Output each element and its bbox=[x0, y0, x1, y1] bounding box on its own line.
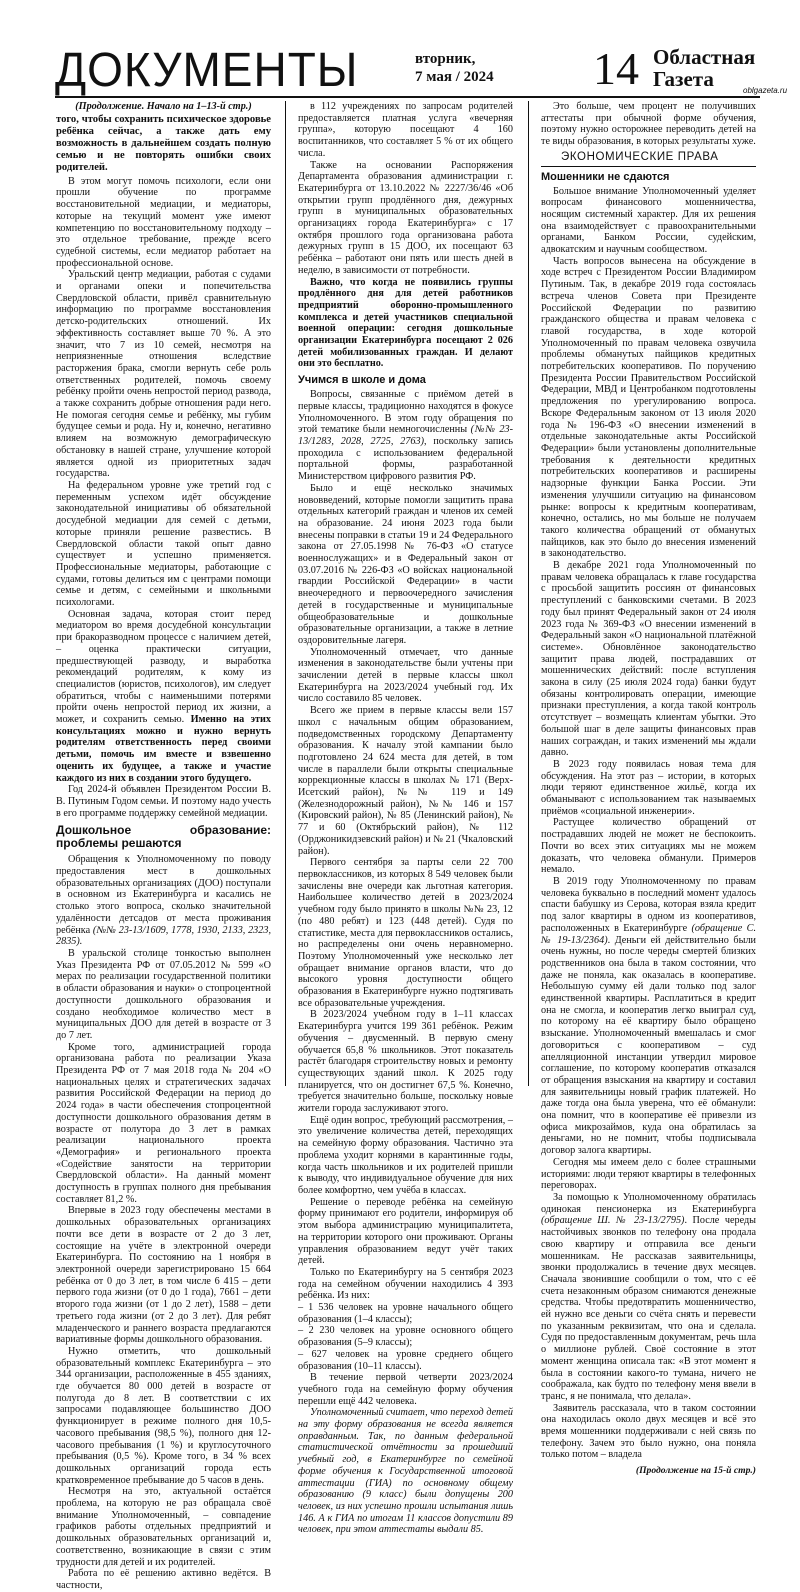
paragraph: Год 2024-й объявлен Президентом России В. В. Путиным Годом семьи. И поэтому надо учесть в его программе поддержку семейной медиации. bbox=[56, 784, 271, 819]
appeal-numbers: (№№ 23-13/1609, 1778, 1930, 2133, 2323, 2835). bbox=[56, 924, 272, 948]
subheading-fraud: Мошенники не сдаются bbox=[541, 170, 670, 183]
text-run: В 2019 году Уполномоченному по правам человека буквально в последний момент удалось спасти бабушку из Серова, которая взяла кредит под залог квартиры в одном из кооперативов, расположенных в Екатеринбурге bbox=[541, 876, 756, 934]
paragraph: Всего же прием в первые классы вели 157 школ с начальным общим образованием, подведомственных городскому Департаменту образования. К началу этой кампании было подготовлено 24 624 места для детей, в том числе в параллели были открыты специальные коррекционные классы в школах № 171 (Верх-Исетский район), №№ 119 и 149 (Железнодорожный район), №№ 146 и 157 (Кировский район), № 85 (Ленинский район), № 77 и 60 (Октябрьский район), № 112 (Орджоникидзевский район) и № 21 (Чкаловский район). bbox=[298, 705, 513, 857]
paragraph: В декабре 2021 года Уполномоченный по правам человека обращалась к главе государства с просьбой защитить россиян от финансовых преступлений с банковскими счетами. В 2023 году был принят Федеральный закон от 24 июля 2023 года № 369-ФЗ «О внесении изменений в Федеральный закон «О национальной платёжной системе». Обновлённое законодательство защитит права людей, пострадавших от мошеннических действий: после вступления закона в силу (25 июля 2024 года) банки будут обязаны контролировать операции, имеющие признаки преступления, а когда такой контроль отсутствует – возмещать клиентам убытки. Это большой шаг в деле защиты финансовых прав наших сограждан, и таких изменений мы ждали давно. bbox=[541, 560, 756, 759]
text-run: Вопросы, связанные с приёмом детей в первые классы, традиционно находятся в фокусе Уполномоченного. В этом году обращения по этой тематике были немногочисленны bbox=[298, 389, 513, 436]
paragraph: Заявитель рассказала, что в таком состоянии она находилась около двух месяцев и всё это время мошенники поддерживали с ней связь по телефону. Зачем это было нужно, она поняла только потом – владела bbox=[541, 1402, 756, 1461]
appeal-numbers: (№№ 23-13/1283, 2028, 2725, 2763) bbox=[298, 424, 513, 447]
text-run: , поскольку запись проходила с использованием федеральной портальной формы, разработанной Министерством цифрового развития РФ. bbox=[298, 435, 513, 483]
paragraph: В уральской столице тонкостью выполнен Указ Президента РФ от 07.05.2012 № 599 «О мерах по реализации государственной политики в области образования и науки» о стопроцентной доступности дошкольного образования и создано необходимое количество мест в муниципальных ДОО для детей в возрасте от 3 до 7 лет. bbox=[56, 948, 271, 1041]
paragraph: Несмотря на это, актуальной остаётся проблема, на которую не раз обращала своё внимание Уполномоченный, – совпадение графиков работы отдельных предприятий и дошкольных образовательных организаций и, соответственно, возникающие в связи с этим трудности для детей и их родителей. bbox=[56, 1486, 271, 1568]
text-run: За помощью к Уполномоченному обратилась одинокая пенсионерка из Екатеринбурга bbox=[541, 1191, 756, 1215]
paragraph: В 2023 году появилась новая тема для обсуждения. На этот раз – истории, в которых люди теряют единственное жильё, когда их обманывают с использованием так называемых приёмов «социальной инженерии». bbox=[541, 758, 756, 817]
text-run: Обращения к Уполномоченному по поводу предоставления мест в дошкольных образовательных организациях (ДОО) поступали в основном из Екатеринбурга и касались не столько этого вопроса, сколько значительной удалённости детсадов от места проживания ребёнка bbox=[56, 854, 271, 936]
paragraph: Растущее количество обращений от пострадавших людей не может не беспокоить. Почти во всех этих ситуациях мы не можем доказать, что человека обманули. Примеров немало. bbox=[541, 817, 756, 876]
rubric-economic-rights: ЭКОНОМИЧЕСКИЕ ПРАВА bbox=[541, 150, 756, 167]
newspaper-logo bbox=[653, 46, 755, 90]
masthead bbox=[55, 40, 788, 98]
text-run: Основная задача, которая стоит перед медиатором во время досудебной консультации при бракоразводном процессе с наличием детей, – оценка практически ситуации, предшествующей разводу, и выработка рекомендаций родителям, к кому из специалистов (юристов, психологов), им следует обратиться, чтобы с наименьшими потерями пройти очень непростой период их жизни, а может, и сохранить семью. bbox=[56, 608, 271, 726]
paragraph: На федеральном уровне уже третий год с переменным успехом идёт обсуждение законодательной инициативы об обязательной досудебной медиации для семей с детьми, которые приняли решение развестись. В Свердловской области такой опыт давно существует и успешно применяется. Профессиональные медиаторы, работающие с судами, готовы делиться им с центрами помощи семье и детям, с семейными и школьными психологами. bbox=[56, 479, 271, 609]
appeal-numbers: (обращение С. № 19-13/2364) bbox=[541, 922, 756, 946]
masthead-rule bbox=[55, 96, 760, 98]
logo-line-1: Областная bbox=[653, 45, 756, 69]
paragraph: Кроме того, администрацией города организована работа по реализации Указа Президента РФ от 7 мая 2018 года № 204 «О национальных целях и стратегических задачах развития Российской Федерации на период до 2024 года» в части обеспечения стопроцентной доступности дошкольного образования детям в возрасте от полутора до 3 лет в рамках реализации национального проекта «Демография» и регионального проекта «Содействие занятости на территории Свердловской области». На данный момент доступность в группах полного дня пребывания составляет 81,2 %. bbox=[56, 1041, 271, 1205]
paragraph: Было и ещё несколько значимых нововведений, которые помогли защитить права отдельных категорий граждан и членов их семей на образование. 24 июня 2023 года были внесены поправки в статьи 19 и 24 Федерального закона от 27.05.1998 № 76-ФЗ «О статусе военнослужащих» и в Федеральный закон от 03.07.2016 № 226-ФЗ «О войсках национальной гвардии Российской Федерации» в части внеочередного и первоочередного зачисления детей в государственные и муниципальные общеобразовательные и дошкольные образовательные организации, а также в летние оздоровительные лагеря. bbox=[298, 482, 513, 646]
paragraph: Ещё один вопрос, требующий рассмотрения, – это увеличение количества детей, переходящих на семейную форму образования. Частично эта проблема уходит корнями в карантинные годы, когда часть школьников и их родителей пришли к выводу, что индивидуальное обучение для них более комфортно, чем учёба в классах. bbox=[298, 1114, 513, 1196]
continued-from-note: (Продолжение. Начало на 1–13-й стр.) bbox=[75, 101, 252, 112]
paragraph: В 2023/2024 учебном году в 1–11 классах Екатеринбурга учится 199 361 ребёнок. Режим обучения – двусменный. В первую смену обучается 65,8 % школьников. Этот показатель растёт благодаря строительству новых и ремонту существующих зданий школ. К 2025 году планируется, что он достигнет 67,5 %. Конечно, требуется значительно больше, поскольку новые жители города заслуживают этого. bbox=[298, 1009, 513, 1115]
paragraph: Сегодня мы имеем дело с более страшными историями: люди теряют квартиры в телефонных переговорах. bbox=[541, 1156, 756, 1192]
subheading-school: Учимся в школе и дома bbox=[298, 374, 426, 387]
italic-paragraph: Уполномоченный считает, что переход детей на эту форму образования не всегда является оправданным. Так, по данным федеральной статистической отчётности за прошедший учебный год, в Екатеринбурге по семейной форме обучения к Государственной итоговой аттестации (ГИА) по основному общему образованию (9 класс) были допущены 200 человек, из них успешно прошли испытания лишь 146. А к ГИА по итогам 11 классов допустили 89 человек, при этом аттестаты выдали 85. bbox=[298, 1407, 513, 1536]
paragraph: Это больше, чем процент не получивших аттестаты при обычной форме обучения, поэтому нужно осторожнее переводить детей на те виды образования, в которых результаты хуже. bbox=[541, 101, 756, 148]
column-3 bbox=[541, 101, 756, 1477]
continued-on-note: (Продолжение на 15-й стр.) bbox=[635, 1465, 756, 1477]
column-divider bbox=[285, 101, 286, 1086]
paragraph bbox=[298, 389, 513, 483]
list-item: – 1 536 человек на уровне начального общего образования (1–4 классы); bbox=[298, 1302, 513, 1325]
section-title: ДОКУМЕНТЫ bbox=[55, 41, 359, 97]
paragraph: Работа по её решению активно ведётся. В частности, bbox=[56, 1568, 271, 1591]
paragraph: Только по Екатеринбургу на 5 сентября 2023 года на семейном обучении находились 4 393 ребёнка. Из них: bbox=[298, 1266, 513, 1302]
paragraph: Нужно отметить, что дошкольный образовательный комплекс Екатеринбурга – это 344 организации, расположенные в 455 зданиях, где обучается 80 000 детей в возрасте от полугода до 8 лет. В соответствии с их запросами подавляющее большинство ДОО функционирует в режиме полного дня 10,5-часового пребывания (98,5 %), полного дня 12-часового пребывания (1 %) и круглосуточного пребывания (0,5 %). Кроме того, в 34 % всех дошкольных организаций города есть кратковременное пребывание до 5 часов в день. bbox=[56, 1345, 271, 1486]
subheading-preschool: Дошкольное образование: проблемы решаются bbox=[56, 823, 271, 851]
paragraph bbox=[541, 876, 756, 1157]
issue-weekday: вторник, bbox=[415, 51, 476, 67]
issue-date-value: 7 мая / 2024 bbox=[415, 69, 494, 85]
column-2 bbox=[298, 101, 513, 1536]
bold-paragraph: Важно, что когда не появились группы продлённого дня для детей работников предприятий оборонно-промышленного комплекса и детей участников специальной военной операции: сегодня дошкольные организации Екатеринбурга посещают 2 026 детей мобилизованных граждан. И делают они это бесплатно. bbox=[298, 276, 513, 370]
paragraph bbox=[56, 609, 271, 785]
paragraph: Также на основании Распоряжения Департамента образования администрации г. Екатеринбурга от 13.10.2022 № 2227/36/46 «Об открытии групп продлённого дня, дежурных групп в муниципальных образовательных организациях города Екатеринбурга» с 17 октября прошлого года организована работа дежурных групп в 15 ДОО, их посещают 63 ребёнка – работают они пять или шесть дней в неделю, в зависимости от потребности. bbox=[298, 159, 513, 276]
paragraph: В течение первой четверти 2023/2024 учебного года на семейную форму обучения перешли ещё 442 человека. bbox=[298, 1372, 513, 1407]
paragraph: Уральский центр медиации, работая с судами и органами опеки и попечительства Свердловской области, привёл сравнительную информацию по программе восстановления детско-родительских отношений. Их эффективность составляет выше 70 %. А это значит, что 7 из 10 семей, несмотря на неприязненные отношения вследствие расторжения брака, смогли вернуть себе роль ответственных родителей, помочь своему ребёнку пройти очень непростой период развода, а также сохранить добрые отношения ради него. Не помогая сегодня семье и ребёнку, мы губим будущее семьи и рода. Ну и, конечно, негативно влияем на возможную демографическую обстановку в нашей стране, улучшение которой является одной из приоритетных задач государства. bbox=[56, 269, 271, 480]
lead-paragraph: того, чтобы сохранить психическое здоровье ребёнка сейчас, а также дать ему возможность в дальнейшем создать полную семью и не повторять ошибки своих родителей. bbox=[56, 113, 271, 173]
appeal-numbers: (обращение Ш. № 23-13/2795) bbox=[541, 1215, 685, 1227]
text-run: . После череды настойчивых звонков по телефону она продала свою квартиру и отправила все деньги мошенникам. Не рассказав заявительницы, звонки продолжались в течение двух месяцев. Сначала звонившие сообщили о том, что с её счета незаконным образом снимаются денежные средства. Чтобы предотвратить мошенничество, ей нужно все деньги со счёта снять и перевести по указанным реквизитам, что она и сделала. Судя по предоставленным документам, речь шла о миллионе рублей. Своё состояние в этот момент женщина описала так: «В этот момент я была в состоянии какого-то тумана, ничего не соображала, как будто по телефону меня ввели в транс, я не понимала, что делала». bbox=[541, 1215, 756, 1402]
bold-text: Именно на этих консультациях можно и нужно вернуть родителям ответственность перед своими детьми, помочь им вместе и взвешенно оценить их будущее, а также и участие каждого из них в создании этого будущего. bbox=[56, 714, 271, 784]
paragraph: Большое внимание Уполномоченный уделяет вопросам финансового мошенничества, носящим системный характер. Для их решения она взаимодействует с правоохранительными органами, Банком России, судейским, адвокатским и научным сообществом. bbox=[541, 185, 756, 256]
text-run: . Деньги ей действительно были очень нужны, но после череды смертей близких родственников она была в таком состоянии, что даже не поняла, как оказалась в кооперативе. Небольшую сумму ей дали только под залог единственной квартиры. Расплатиться в кредит она не смогла, и кооператив легко выиграл суд, по которому на её квартиру было обращено взыскание. Уполномоченный вмешалась и смог договориться с кооперативом – суд апелляционной инстанции утвердил мировое соглашение, по которому кооператив отказался от обращения взыскания на квартиру и составил для заявительницы новый график платежей. Но даже тогда она была уверена, что её обманули: она помнит, что в кооперативе её привезли из офиса микрозаймов, куда она обратилась за деньгами, но не помнит, чтобы подписывала договор залога квартиры. bbox=[541, 934, 756, 1157]
logo-line-2: Газета bbox=[653, 67, 714, 91]
paragraph: Уполномоченный отмечает, что данные изменения в законодательстве были учтены при зачислении детей в первые классы школ Екатеринбурга на 2023/2024 учебный год. Их число составило 85 человек. bbox=[298, 646, 513, 705]
paragraph: Часть вопросов вынесена на обсуждение в ходе встреч с Президентом России Владимиром Путиным. Так, в декабре 2019 года состоялась встреча членов Совета при Президенте Российской Федерации по развитию гражданского общества и правам человека с главой государства, в ходе которой Уполномоченный по правам человека озвучила проблемы обманутых пайщиков кредитных потребительских кооперативов. По поручению Президента России Правительством Российской Федерации, МВД и Центробанком подготовлены предложения по урегулированию вопроса. Вскоре Федеральным законом от 13 июля 2020 года № 196-ФЗ «О внесении изменений в отдельные законодательные акты Российской Федерации» были установлены дополнительные требования к деятельности кредитных потребительских кооперативов и расширены надзорные функции Банка России. Эти изменения улучшили ситуацию на финансовом рынке: вопросы к кредитным кооперативам, конечно, остались, но мы больше не получаем такого количества обращений от обманутых пайщиков, как это было до внесения изменений в законодательство. bbox=[541, 255, 756, 560]
list-item: – 627 человек на уровне среднего общего образования (10–11 классы). bbox=[298, 1348, 513, 1372]
column-1 bbox=[56, 101, 272, 1591]
paragraph bbox=[56, 854, 271, 948]
page-number: 14 bbox=[593, 43, 639, 94]
paragraph: В этом могут помочь психологи, если они прошли обучение по программе восстановительной медиации, и медиаторы, которые на текущий момент уже имеют компетенцию по восстановительному подходу – это отдельное требование, прежде всего судебной системы, если медиатор работает на профессиональной основе. bbox=[56, 175, 271, 269]
paragraph: Впервые в 2023 году обеспечены местами в дошкольных образовательных организациях почти все дети в возрасте от 2 до 3 лет, состоящие на учёте в электронной очереди Екатеринбурга. По состоянию на 1 ноября в электронной очереди зарегистрировано 15 664 ребёнка от 0 до 3 лет, в том числе 6 415 – дети первого года жизни (от 0 до 1 года), 7661 – дети второго года жизни (от 1 до 2 лет), 1588 – дети третьего года жизни (от 2 до 3 лет). Для ребят младенческого и раннего возраста предлагаются вариативные формы дошкольного образования. bbox=[56, 1205, 271, 1346]
site-url: oblgazeta.ru bbox=[743, 86, 788, 95]
paragraph: Первого сентября за парты сели 22 700 первоклассников, из которых 8 549 человек были зачислены вне очереди как льготная категория. Наибольшее количество детей в 2023/2024 учебном году было принято в школы №№ 23, 12 (по 480 ребят) и 123 (448 детей). Судя по статистике, места для первоклассников остались, но распределены они очень неравномерно. Поэтому Уполномоченный уже несколько лет обращает внимание органов власти, что до высокого уровня доступности общего образования в Екатеринбурге нужно подтягивать все образовательные учреждения. bbox=[298, 857, 513, 1009]
list-item: – 2 230 человек на уровне основного общего образования (5–9 классы); bbox=[298, 1325, 513, 1349]
paragraph: Решение о переводе ребёнка на семейную форму принимают его родители, информируя об этом выбора администрацию муниципалитета, на территории которого они проживают. Органы управления образованием ведут учёт таких детей. bbox=[298, 1196, 513, 1267]
issue-date bbox=[415, 50, 494, 86]
paragraph bbox=[541, 1192, 756, 1403]
paragraph: в 112 учреждениях по запросам родителей предоставляется платная услуга «вечерняя группа», которую посещают 4 160 воспитанников, что составляет 5 % от их общего числа. bbox=[298, 101, 513, 159]
column-divider bbox=[528, 101, 529, 1086]
